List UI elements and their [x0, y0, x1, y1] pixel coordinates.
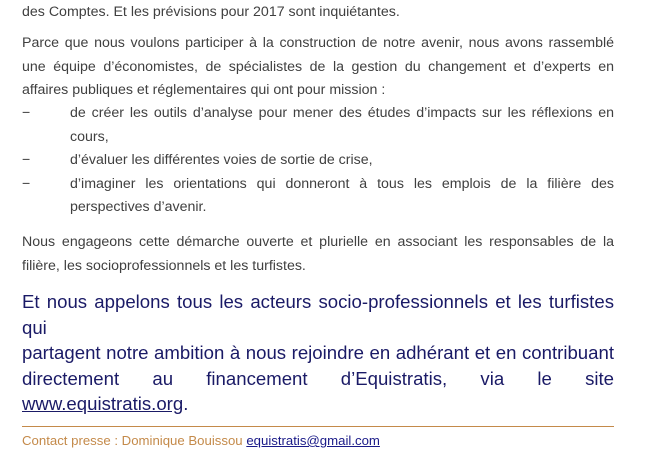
call-line-4 — [22, 391, 614, 417]
paragraph-intro: Parce que nous voulons participer à la construction de notre avenir, nous avons rassemblé une équipe d’économistes, de spécialistes de la gestion du changement et d’experts en affaires publiques et réglementaires qui ont pour mission : — [22, 35, 614, 98]
dash-bullet: − — [22, 175, 31, 192]
dash-bullet: − — [22, 152, 31, 168]
press-contact — [22, 432, 380, 450]
contact-label: Contact presse : Dominique Bouissou — [22, 433, 247, 448]
paragraph-top: des Comptes. Et les prévisions pour 2017 sont inquiétantes. — [22, 4, 400, 20]
call-line-3: directement au financement d’Equistratis, via le site — [22, 367, 614, 389]
dash-bullet: − — [22, 105, 31, 121]
list-item — [22, 173, 614, 220]
list-item-text: d’évaluer les différentes voies de sortie de crise, — [70, 152, 373, 168]
call-to-action — [22, 289, 614, 417]
website-link[interactable]: www.equistratis.org — [22, 393, 184, 414]
call-line-2: partagent notre ambition à nous rejoindre en adhérant et en contribuant — [22, 342, 614, 363]
list-item-text: d’imaginer les orientations qui donneront à tous les emplois de la filière des perspectives d’avenir. — [70, 175, 614, 215]
document-page — [22, 0, 614, 462]
call-end-punctuation: . — [183, 393, 189, 414]
footer-divider — [22, 426, 614, 427]
list-item — [22, 149, 614, 173]
contact-email-link[interactable]: equistratis@gmail.com — [246, 433, 380, 448]
mission-list — [22, 102, 614, 220]
list-item-text: de créer les outils d’analyse pour mener des études d’impacts sur les réflexions en cours, — [70, 105, 614, 145]
call-line-1: Et nous appelons tous les acteurs socio-professionnels et les turfistes qui — [22, 291, 614, 338]
list-item — [22, 102, 614, 149]
paragraph-engage: Nous engageons cette démarche ouverte et plurielle en associant les responsables de la filière, les socioprofessionnels et les turfistes. — [22, 234, 614, 274]
